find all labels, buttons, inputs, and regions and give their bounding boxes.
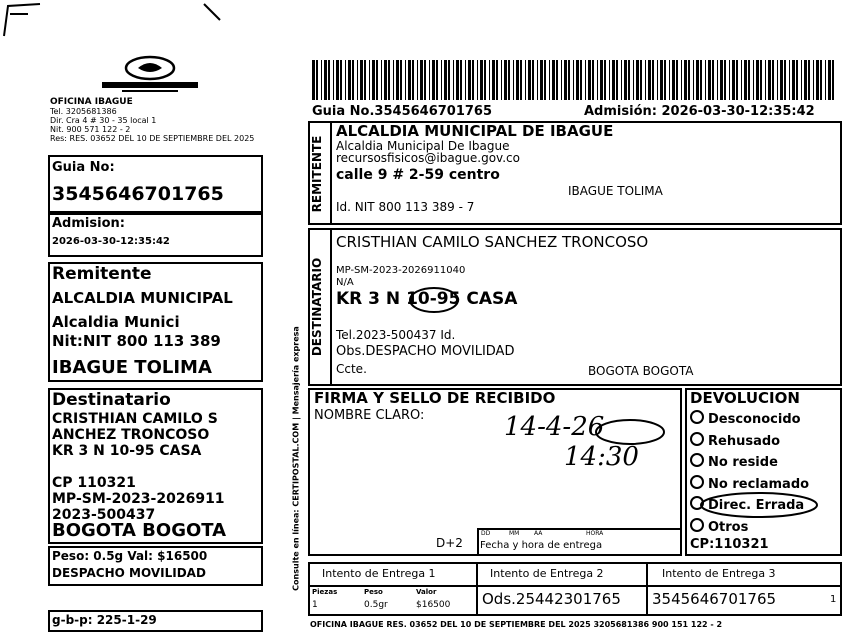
- barcode-bar: [597, 60, 598, 100]
- barcode-bar: [556, 60, 558, 100]
- barcode-bar: [525, 60, 526, 100]
- corner-scribble-left: [0, 0, 60, 40]
- barcode-bar: [480, 60, 483, 100]
- vertical-website-text: Consulte en línea: CERTIPOSTAL.COM | Mensajería expresa: [291, 326, 301, 591]
- barcode-bar: [792, 60, 795, 100]
- barcode-bar: [420, 60, 423, 100]
- destinatario-obs: Obs.DESPACHO MOVILIDAD: [336, 344, 515, 359]
- remitente-name: ALCALDIA MUNICIPAL DE IBAGUE: [336, 122, 614, 140]
- remitente-id: Id. NIT 800 113 389 - 7: [336, 200, 475, 214]
- barcode-bar: [696, 60, 699, 100]
- barcode-bar: [460, 60, 462, 100]
- barcode-bar: [768, 60, 771, 100]
- guia-value: 3545646701765: [52, 183, 224, 205]
- barcode-bar: [724, 60, 726, 100]
- d2-label: D+2: [436, 536, 463, 550]
- barcode-bar: [748, 60, 750, 100]
- barcode-bar: [645, 60, 646, 100]
- barcode-bar: [676, 60, 678, 100]
- intento-3-label: Intento de Entrega 3: [662, 567, 776, 580]
- barcode-bar: [669, 60, 670, 100]
- corner-scribble-top: [200, 0, 230, 30]
- devolucion-option-label: Direc. Errada: [708, 498, 805, 513]
- intentos-row-divider: [308, 585, 842, 587]
- barcode-bar: [592, 60, 594, 100]
- barcode-bar: [604, 60, 606, 100]
- destinatario-address: KR 3 N 10-95 CASA: [336, 289, 518, 309]
- oficina-label: OFICINA IBAGUE: [50, 97, 133, 107]
- barcode-bar: [468, 60, 471, 100]
- barcode-bar: [364, 60, 366, 100]
- barcode-bar: [633, 60, 634, 100]
- barcode-bar: [405, 60, 406, 100]
- devolucion-option-label: No reclamado: [708, 476, 810, 492]
- destinatario-name: CRISTHIAN CAMILO SANCHEZ TRONCOSO: [336, 233, 649, 251]
- left-remitente-short: Alcaldia Munici: [52, 313, 180, 331]
- barcode-bar: [369, 60, 370, 100]
- aa-label: AA: [534, 530, 543, 537]
- handwritten-date: 14-4-26: [504, 412, 605, 442]
- barcode-bar: [321, 60, 322, 100]
- barcode-bar: [357, 60, 358, 100]
- barcode-bar: [508, 60, 510, 100]
- barcode-bar: [688, 60, 690, 100]
- barcode-bar: [477, 60, 478, 100]
- barcode-bar: [825, 60, 826, 100]
- barcode-bar: [429, 60, 430, 100]
- devolucion-option[interactable]: [690, 432, 780, 449]
- barcode-bar: [732, 60, 735, 100]
- barcode-bar: [489, 60, 490, 100]
- barcode-bar: [465, 60, 466, 100]
- intento-1-label: Intento de Entrega 1: [322, 567, 436, 580]
- devolucion-option[interactable]: [690, 518, 748, 535]
- left-dest-city: BOGOTA BOGOTA: [52, 520, 227, 541]
- remitente-side-label: REMITENTE: [310, 135, 324, 213]
- barcode-bar: [492, 60, 495, 100]
- footer-text: OFICINA IBAGUE RES. 03652 DEL 10 DE SEPTIEMBRE DEL 2025 3205681386 900 151 122 - 2: [310, 620, 723, 629]
- left-peso: Peso: 0.5g Val: $16500: [52, 549, 208, 563]
- remitente-email: recursosfisicos@ibague.gov.co: [336, 151, 520, 165]
- left-remitente-label: Remitente: [52, 264, 152, 284]
- barcode-bar: [544, 60, 546, 100]
- pieza-number: 1: [830, 594, 837, 605]
- barcode-bar: [448, 60, 450, 100]
- barcode-bar: [384, 60, 387, 100]
- peso-label: Peso: [364, 588, 383, 596]
- devolucion-option-label: No reside: [708, 455, 778, 470]
- barcode-bar: [700, 60, 702, 100]
- remitente-address: calle 9 # 2-59 centro: [336, 167, 500, 183]
- barcode-bar: [808, 60, 810, 100]
- devolucion-title: DEVOLUCION: [690, 389, 800, 407]
- barcode-bar: [609, 60, 610, 100]
- left-remitente-city: IBAGUE TOLIMA: [52, 357, 212, 378]
- barcode-bar: [381, 60, 382, 100]
- barcode-bar: [813, 60, 814, 100]
- barcode-bar: [417, 60, 418, 100]
- left-despacho: DESPACHO MOVILIDAD: [52, 566, 206, 580]
- left-dest-ref2: 2023-500437: [52, 507, 156, 523]
- direc-errada-circle-mark: [697, 490, 823, 520]
- barcode-bar: [376, 60, 378, 100]
- remitente-city: IBAGUE TOLIMA: [568, 184, 663, 198]
- barcode-bar: [588, 60, 591, 100]
- barcode-bar: [324, 60, 327, 100]
- radio-circle-icon[interactable]: [690, 453, 704, 467]
- barcode-bar: [424, 60, 426, 100]
- barcode-bar: [832, 60, 834, 100]
- barcode-bar: [729, 60, 730, 100]
- guia-label: Guia No:: [52, 160, 115, 175]
- barcode-bar: [568, 60, 570, 100]
- barcode-bar: [453, 60, 454, 100]
- barcode-bar: [513, 60, 514, 100]
- barcode-bar: [501, 60, 502, 100]
- dir-label: Dir. Cra 4 # 30 - 35 local 1: [50, 116, 157, 125]
- devolucion-option-label: Desconocido: [708, 412, 801, 427]
- barcode-bar: [340, 60, 342, 100]
- barcode-bar: [801, 60, 802, 100]
- barcode-bar: [352, 60, 354, 100]
- barcode-bar: [312, 60, 315, 100]
- barcode-bar: [552, 60, 555, 100]
- radio-circle-icon[interactable]: [690, 432, 704, 446]
- barcode-bar: [516, 60, 519, 100]
- barcode-bar: [540, 60, 543, 100]
- piezas-label: Piezas: [312, 588, 338, 596]
- intentos-divider-1: [476, 562, 478, 616]
- barcode-bar: [681, 60, 682, 100]
- barcode-bar: [396, 60, 399, 100]
- barcode-bar: [472, 60, 474, 100]
- barcode-bar: [585, 60, 586, 100]
- barcode-bar: [753, 60, 754, 100]
- destinatario-ref: MP-SM-2023-2026911040: [336, 265, 466, 276]
- hora-label: HORA: [586, 530, 604, 537]
- barcode-bar: [717, 60, 718, 100]
- header-admision: Admisión: 2026-03-30-12:35:42: [584, 104, 815, 119]
- barcode-bar: [624, 60, 627, 100]
- barcode-bar: [628, 60, 630, 100]
- admision-label: Admision:: [52, 216, 125, 231]
- barcode-bar: [672, 60, 675, 100]
- barcode-bar: [393, 60, 394, 100]
- peso-value: 0.5gr: [364, 600, 388, 610]
- barcode-bar: [520, 60, 522, 100]
- nombre-claro-label: NOMBRE CLARO:: [314, 408, 425, 423]
- left-remitente-name: ALCALDIA MUNICIPAL: [52, 289, 233, 307]
- destinatario-side-label: DESTINATARIO: [310, 257, 324, 357]
- devolucion-option[interactable]: [690, 475, 809, 492]
- barcode-bar: [408, 60, 411, 100]
- barcode-bar: [360, 60, 363, 100]
- barcode: [310, 60, 840, 102]
- barcode-bar: [660, 60, 663, 100]
- dd-label: DD: [481, 530, 491, 537]
- barcode-bar: [705, 60, 706, 100]
- barcode-bar: [612, 60, 615, 100]
- address-circle-mark: [406, 286, 466, 316]
- left-destinatario-label: Destinatario: [52, 390, 171, 410]
- barcode-bar: [348, 60, 351, 100]
- devolucion-option-label: Rehusado: [708, 433, 781, 449]
- left-dest-line1: CRISTHIAN CAMILO S: [52, 411, 218, 427]
- ods-value: Ods.25442301765: [482, 590, 621, 608]
- barcode-bar: [616, 60, 618, 100]
- barcode-bar: [720, 60, 723, 100]
- barcode-bar: [333, 60, 334, 100]
- devolucion-cp: CP:110321: [690, 537, 769, 552]
- barcode-bar: [621, 60, 622, 100]
- left-dest-cp: CP 110321: [52, 475, 136, 491]
- mm-label: MM: [509, 530, 520, 537]
- barcode-bar: [528, 60, 531, 100]
- barcode-bar: [816, 60, 819, 100]
- radio-circle-icon[interactable]: [690, 475, 704, 489]
- barcode-bar: [820, 60, 822, 100]
- barcode-bar: [784, 60, 786, 100]
- nit-label: Nit. 900 571 122 - 2: [50, 125, 131, 134]
- barcode-bar: [400, 60, 402, 100]
- barcode-bar: [436, 60, 438, 100]
- barcode-bar: [804, 60, 807, 100]
- barcode-bar: [640, 60, 642, 100]
- barcode-bar: [712, 60, 714, 100]
- barcode-bar: [532, 60, 534, 100]
- barcode-bar: [789, 60, 790, 100]
- guia-bottom-value: 3545646701765: [652, 590, 777, 608]
- left-dest-line2: ANCHEZ TRONCOSO: [52, 427, 210, 443]
- barcode-bar: [796, 60, 798, 100]
- barcode-bar: [777, 60, 778, 100]
- destinatario-ccte: Ccte.: [336, 362, 367, 376]
- devolucion-option[interactable]: [690, 453, 778, 470]
- destinatario-tel: Tel.2023-500437 Id.: [336, 328, 456, 342]
- barcode-bar: [336, 60, 339, 100]
- barcode-bar: [456, 60, 459, 100]
- barcode-bar: [636, 60, 639, 100]
- barcode-bar: [441, 60, 442, 100]
- barcode-bar: [780, 60, 783, 100]
- gbp-label: g-b-p: 225-1-29: [52, 613, 157, 627]
- barcode-bar: [576, 60, 579, 100]
- header-guia: Guia No.3545646701765: [312, 104, 493, 119]
- barcode-bar: [561, 60, 562, 100]
- remitente-sub: Alcaldia Municipal De Ibague: [336, 139, 510, 153]
- barcode-bar: [432, 60, 435, 100]
- barcode-bar: [736, 60, 738, 100]
- remitente-divider: [330, 121, 332, 225]
- barcode-bar: [760, 60, 762, 100]
- fecha-hora-label: Fecha y hora de entrega: [480, 540, 603, 551]
- handwritten-time: 14:30: [564, 442, 639, 472]
- barcode-bar: [580, 60, 582, 100]
- barcode-bar: [772, 60, 774, 100]
- res-label: Res: RES. 03652 DEL 10 DE SEPTIEMBRE DEL 2025: [50, 134, 255, 143]
- barcode-bar: [564, 60, 567, 100]
- barcode-bar: [741, 60, 742, 100]
- radio-circle-icon[interactable]: [690, 410, 704, 424]
- barcode-bar: [549, 60, 550, 100]
- barcode-bar: [765, 60, 766, 100]
- barcode-bar: [537, 60, 538, 100]
- barcode-bar: [648, 60, 651, 100]
- barcode-bar: [756, 60, 759, 100]
- barcode-bar: [504, 60, 507, 100]
- intento-2-label: Intento de Entrega 2: [490, 567, 604, 580]
- handwritten-oval-mark: [590, 416, 670, 450]
- piezas-value: 1: [312, 600, 318, 610]
- barcode-bar: [573, 60, 574, 100]
- intentos-divider-2: [646, 562, 648, 616]
- left-remitente-nit: Nit:NIT 800 113 389: [52, 332, 221, 350]
- left-dest-line3: KR 3 N 10-95 CASA: [52, 443, 202, 459]
- barcode-bar: [652, 60, 654, 100]
- barcode-bar: [316, 60, 318, 100]
- barcode-bar: [664, 60, 666, 100]
- barcode-bar: [600, 60, 603, 100]
- valor-value: $16500: [416, 600, 451, 610]
- barcode-bar: [372, 60, 375, 100]
- barcode-bar: [484, 60, 486, 100]
- barcode-bar: [693, 60, 694, 100]
- barcode-bar: [744, 60, 747, 100]
- barcode-bar: [496, 60, 498, 100]
- left-dest-ref: MP-SM-2023-2026911: [52, 491, 225, 507]
- barcode-bar: [345, 60, 346, 100]
- barcode-bar: [657, 60, 658, 100]
- barcode-bar: [444, 60, 447, 100]
- barcode-bar: [388, 60, 390, 100]
- tel-label: Tel. 3205681386: [50, 107, 117, 116]
- certipostal-logo: [92, 54, 208, 94]
- valor-label: Valor: [416, 588, 437, 596]
- barcode-bar: [684, 60, 687, 100]
- destinatario-divider: [330, 228, 332, 386]
- destinatario-na: N/A: [336, 277, 354, 288]
- destinatario-city: BOGOTA BOGOTA: [588, 364, 694, 378]
- barcode-bar: [328, 60, 330, 100]
- devolucion-option-label: Otros: [708, 519, 749, 535]
- admision-value: 2026-03-30-12:35:42: [52, 236, 170, 247]
- barcode-bar: [708, 60, 711, 100]
- firma-title: FIRMA Y SELLO DE RECIBIDO: [314, 389, 556, 407]
- devolucion-option[interactable]: [690, 410, 801, 427]
- barcode-bar: [412, 60, 414, 100]
- barcode-bar: [828, 60, 831, 100]
